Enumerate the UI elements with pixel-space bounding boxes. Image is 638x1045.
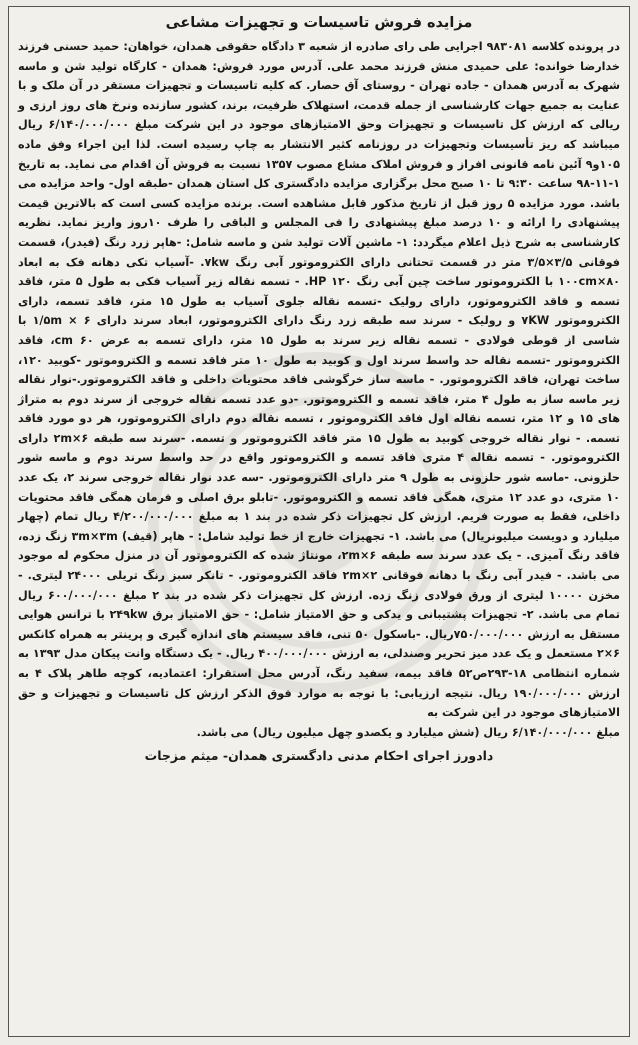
notice-total-amount: مبلغ ۶/۱۴۰/۰۰۰/۰۰۰ ریال (شش میلیارد و یکصدو چهل میلیون ریال) می باشد. [196, 725, 620, 739]
notice-paragraph: در پرونده کلاسه ۹۸۳۰۸۱ اجرایی طی رای صادره از شعبه ۳ دادگاه حقوقی همدان، خواهان: حمید حسنی فرزند خدارضا خوانده: علی حمیدی منش فرزند محمد علی. آدرس مورد فروش: همدان - کارگاه تولید شن و ماسه شهرک به آدرس همدان - جاده تهران - روستای آق حصار. که کلیه تاسیسات و تجهیزات مستقر در آن ملک و با عنایت به جمیع جهات کارشناسی از جمله قدمت، استهلاک ظرفیت، برند، کشور سازنده ونرخ های روز ارزی و ریالی که ارزش کل تاسیسات و تجهیزات وحق الامتیازهای موجود در این شرکت مبلغ ۶/۱۴۰/۰۰۰/۰۰۰ ریال میباشد که ریز تأسیسات وتجهیزات در روزنامه کثیر الانتشار به چاپ رسیده است. لذا این اجراء وفق ماده ۱۰۵و۹ آئین نامه قانونی افراز و فروش املاک مشاع مصوب ۱۳۵۷ نسبت به فروش آن اقدام می نماید. به تاریخ ۱-۱۱-۹۸ ساعت ۹:۳۰ تا ۱۰ صبح محل برگزاری مزایده دادگستری کل استان همدان -طبقه اول- واحد مزایده می باشد. مورد مزایده ۵ روز قبل از تاریخ مذکور قابل مشاهده است. برنده مزایده کسی است که بالاترین قیمت پیشنهادی را ارائه و ۱۰ درصد مبلغ پیشنهادی را فی المجلس و الباقی را ظرف ۱۰روز واریز نماید. نظریه کارشناسی به شرح ذیل اعلام میگردد: ۱- ماشین آلات تولید شن و ماسه شامل: -هاپر زرد رنگ (فیدر)، قسمت فوقانی ۳/۵×۳/۵ متر در قسمت تحتانی دارای الکتروموتور آبی رنگ ۷kw. -آسیاب تکی دهانه فک به ابعاد ۸۰×۱۰۰cm با الکتروموتور ساخت چین آبی رنگ HP ۱۲۰. - تسمه نقاله زیر آسیاب فکی به طول ۵ متر، فاقد تسمه و فاقد الکتروموتور، دارای رولیک -تسمه نقاله جلوی آسیاب به طول ۱۵ متر، فاقد تسمه، دارای الکتروموتور ۷KW و رولیک - سرند سه طبقه زرد رنگ دارای الکتروموتور، ابعاد سرند دارای ۱/۵m × ۶ با شاسی از قوطی فولادی - تسمه نقاله زیر سرند به طول ۱۵ متر، دارای تسمه به عرض ۶۰ cm، فاقد الکتروموتور -تسمه نقاله حد واسط سرند اول و کوبید به طول ۱۰ متر فاقد تسمه و الکتروموتور -کوبید ۱۲۰، ساخت تهران، فاقد الکتروموتور. - ماسه ساز خرگوشی فاقد محتویات داخلی و فاقد الکتروموتور.-نوار نقاله زیر ماسه ساز به طول ۴ متر، فاقد تسمه و الکتروموتور. -دو عدد تسمه نقاله خروجی از سرند دوم به متراژ های ۱۵ و ۱۲ متر، تسمه نقاله اول فاقد الکتروموتور ، تسمه نقاله دوم دارای الکتروموتور، هر دو مورد فاقد تسمه. - نوار نقاله خروجی کوبید به طول ۱۵ متر فاقد الکتروموتور و تسمه. -سرند سه طبقه ۲m×۶ دارای الکتروموتور. - تسمه نقاله ۴ متری فاقد تسمه و الکتروموتور واقع در حد واسط سرند دوم و ماسه شور حلزونی. -ماسه شور حلزونی به طول ۹ متر دارای الکتروموتور. -سه عدد نوار نقاله خروجی سرند ۲، یک عدد ۱۰ متری، دو عدد ۱۲ متری، همگی فاقد تسمه و الکتروموتور. -تابلو برق اصلی و فرمان همگی فاقد محتویات داخلی، فقط به صورت فریم. ارزش کل تجهیزات ذکر شده در بند ۱ به مبلغ ۴/۲۰۰/۰۰۰/۰۰۰ ریال تمام (چهار میلیارد و دویست میلیونریال) می باشد. ۱- تجهیزات خارج از خط تولید شامل: - هاپر (قیف) ۳m×۳m زنگ زده، فاقد رنگ آمیزی. - یک عدد سرند سه طبقه ۲m×۶، مونتاژ شده که الکتروموتور آن در منزل محکوم له موجود می باشد. - فیدر آبی رنگ با دهانه فوقانی ۲m×۲ فاقد الکتروموتور. - تانکر سبز رنگ تریلی ۲۴۰۰۰ لیتری. - مخزن ۱۰۰۰۰ لیتری از ورق فولادی زنگ زده. ارزش کل تجهیزات ذکر شده در بند ۲ مبلغ ۶۰۰/۰۰۰/۰۰۰ ریال تمام می باشد. ۲- تجهیزات پشتیبانی و یدکی و حق الامتیاز شامل: - حق الامتیاز برق ۲۴۹kw با ترانس هوایی مستقل به ارزش ۷۵۰/۰۰۰/۰۰۰ریال. -باسکول ۵۰ تنی، فاقد سیستم های اندازه گیری و پرینتر به همراه کانکس ۶×۲ مستعمل و یک عدد میز تحریر وصندلی، به ارزش ۴۰۰/۰۰۰/۰۰۰ ریال. - یک دستگاه وانت پیکان مدل ۱۳۹۳ به شماره انتظامی ۱۸-۲۹۳ص۵۲ فاقد بیمه، سفید رنگ، آدرس محل استقرار: اعتمادیه، کوچه طاهر پلاک ۴ به ارزش ۱۹۰/۰۰۰/۰۰۰ ریال. نتیجه ارزیابی: با توجه به موارد فوق الذکر ارزش کل تاسیسات و تجهیزات و حق الامتیازهای موجود در این شرکت به [18, 40, 621, 720]
notice-title: مزایده فروش تاسیسات و تجهیزات مشاعی [165, 15, 473, 31]
auction-notice [8, 6, 630, 1037]
notice-signature: دادورز اجرای احکام مدنی دادگستری همدان- میثم مزجات [144, 748, 494, 764]
notice-body [18, 37, 620, 742]
